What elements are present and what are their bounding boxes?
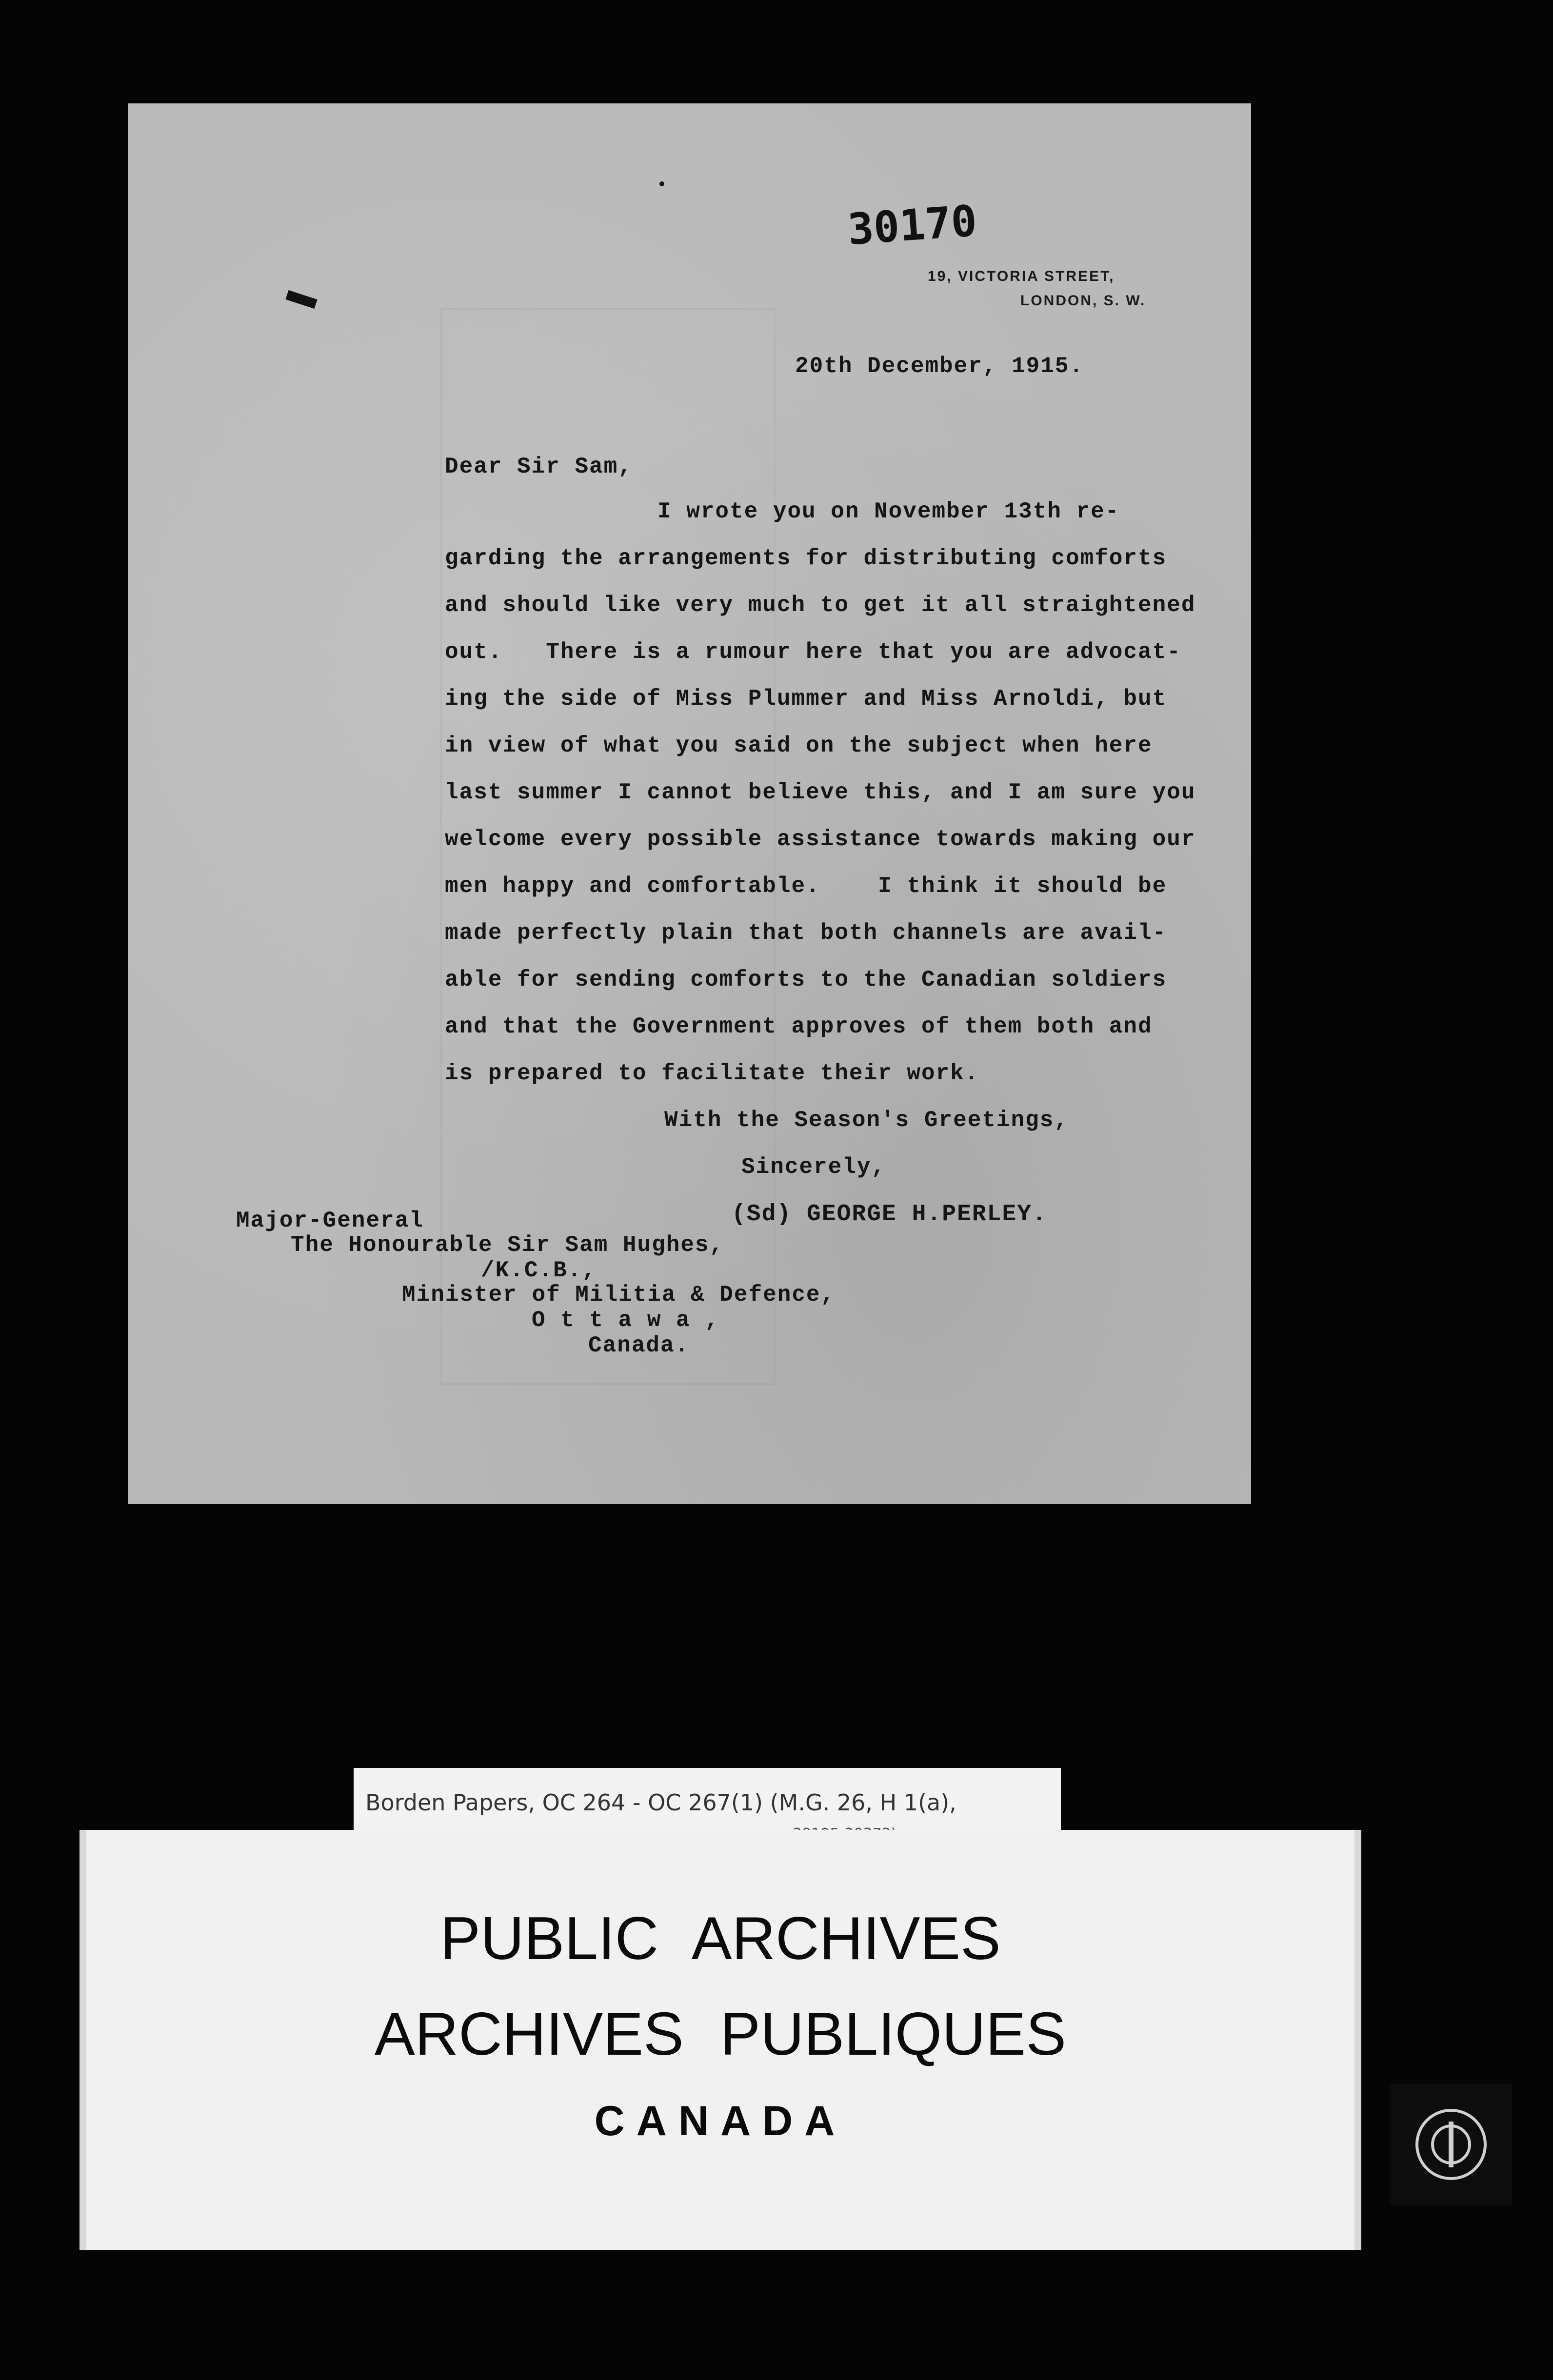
- letter-date: 20th December, 1915.: [795, 354, 1084, 379]
- body-line: and that the Government approves of them both and: [445, 1014, 1153, 1039]
- microfilm-logo-icon: [1390, 2083, 1512, 2205]
- file-number-stamp: 30170: [846, 195, 979, 255]
- letterhead-address-line-2: LONDON, S. W.: [1020, 293, 1146, 309]
- body-line: in view of what you said on the subject when here: [445, 733, 1153, 758]
- archive-card: [80, 1830, 1361, 2250]
- body-line: I wrote you on November 13th re-: [657, 499, 1120, 524]
- closing: Sincerely,: [741, 1154, 886, 1180]
- body-line: is prepared to facilitate their work.: [445, 1061, 979, 1086]
- recipient-line: Major-General: [236, 1208, 424, 1233]
- archive-title-french: ARCHIVES PUBLIQUES: [374, 2001, 1067, 2068]
- body-line: welcome every possible assistance towards making our: [445, 827, 1196, 852]
- body-line: made perfectly plain that both channels are avail-: [445, 920, 1167, 946]
- ink-blot: [285, 290, 317, 309]
- archive-title-english: PUBLIC ARCHIVES: [440, 1905, 1001, 1972]
- recipient-line: The Honourable Sir Sam Hughes,: [291, 1232, 724, 1258]
- season-greeting: With the Season's Greetings,: [664, 1108, 1069, 1133]
- signature: (Sd) GEORGE H.PERLEY.: [732, 1201, 1047, 1228]
- ink-speck: [659, 181, 664, 186]
- recipient-line: Canada.: [588, 1333, 690, 1358]
- letter-page: [128, 103, 1251, 1504]
- body-line: garding the arrangements for distributing comforts: [445, 546, 1167, 571]
- body-line: ing the side of Miss Plummer and Miss Arnoldi, but: [445, 686, 1167, 712]
- recipient-line: O t t a w a ,: [532, 1308, 719, 1333]
- recipient-line: /K.C.B.,: [481, 1258, 597, 1283]
- logo-ring-icon: [1415, 2109, 1487, 2180]
- body-line: last summer I cannot believe this, and I am sure you: [445, 780, 1196, 805]
- letterhead-address-line-1: 19, VICTORIA STREET,: [928, 268, 1115, 284]
- body-line: able for sending comforts to the Canadian soldiers: [445, 967, 1167, 992]
- salutation: Dear Sir Sam,: [445, 454, 633, 479]
- recipient-line: Minister of Militia & Defence,: [402, 1282, 836, 1308]
- body-line: and should like very much to get it all straightened: [445, 593, 1196, 618]
- body-line: men happy and comfortable. I think it should be: [445, 873, 1167, 899]
- body-line: out. There is a rumour here that you are advocat-: [445, 639, 1181, 665]
- caption-line-1: Borden Papers, OC 264 - OC 267(1) (M.G. 26, H 1(a),: [365, 1789, 956, 1816]
- archive-country: CANADA: [594, 2098, 847, 2144]
